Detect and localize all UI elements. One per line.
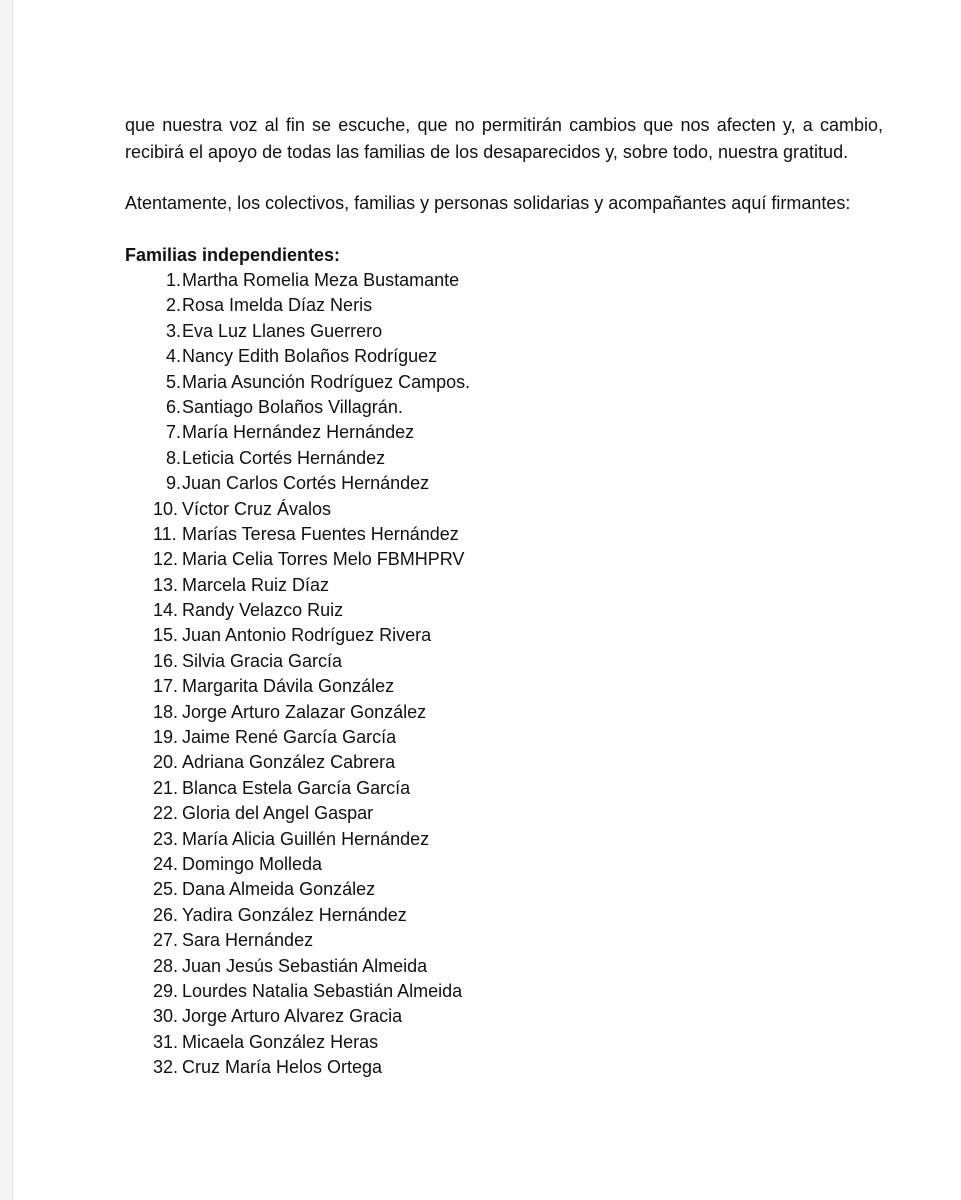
list-item-name: Víctor Cruz Ávalos [182,498,332,519]
list-item-name: Micaela González Heras [182,1031,379,1052]
list-item-name: Dana Almeida González [182,879,376,900]
list-item-number: 20. [153,752,179,773]
closing-paragraph: Atentamente, los colectivos, familias y personas solidarias y acompañantes aquí firmantes: [125,193,851,213]
list-item-number: 29. [153,980,179,1001]
list-item [125,1030,883,1055]
list-item [125,928,883,953]
list-item-number: 24. [153,853,179,874]
signatory-list [125,268,883,1081]
list-item [125,801,883,826]
list-item-number: 22. [153,803,179,824]
list-item-number: 28. [153,955,179,976]
section-heading: Familias independientes: [125,245,341,265]
list-item-name: Maria Celia Torres Melo FBMHPRV [182,549,465,570]
list-item-number: 13. [153,574,179,595]
list-item [125,725,883,750]
list-item-number: 14. [153,600,179,621]
list-item-number: 16. [153,650,179,671]
body-paragraph: que nuestra voz al fin se escuche, que no permitirán cambios que nos afecten y, a cambio, recibirá el apoyo de todas las familias de los desaparecidos y, sobre todo, nuestra gratitud. [125,115,883,162]
list-item-number: 25. [153,879,179,900]
list-item [125,268,883,293]
list-item-name: Adriana González Cabrera [182,752,396,773]
list-item-name: Sara Hernández [182,930,314,951]
list-item [125,420,883,445]
list-item [125,395,883,420]
list-item-name: Yadira González Hernández [182,904,407,925]
list-item [125,750,883,775]
list-item [125,1055,883,1080]
list-item [125,776,883,801]
list-item-name: Jaime René García García [182,727,397,748]
document-page [12,0,961,1200]
document-content [125,112,883,1081]
list-item-number: 23. [153,828,179,849]
list-item [125,598,883,623]
list-item [125,522,883,547]
list-item-name: Rosa Imelda Díaz Neris [182,295,373,316]
list-item-number: 4. [165,346,181,367]
list-item [125,497,883,522]
list-item-name: Juan Antonio Rodríguez Rivera [182,625,432,646]
list-item-number: 10. [153,498,179,519]
list-item-number: 26. [153,904,179,925]
list-item-number: 32. [153,1057,179,1078]
list-item-name: Leticia Cortés Hernández [182,447,386,468]
list-item [125,293,883,318]
list-item-name: Randy Velazco Ruiz [182,600,344,621]
list-item-name: Cruz María Helos Ortega [182,1057,383,1078]
list-item [125,370,883,395]
list-item-number: 27. [153,930,179,951]
list-item [125,344,883,369]
list-item-name: Juan Carlos Cortés Hernández [182,473,430,494]
list-item-number: 9. [165,473,181,494]
list-item-number: 21. [153,777,179,798]
list-item-name: Domingo Molleda [182,853,323,874]
list-item-number: 17. [153,676,179,697]
list-item-name: Martha Romelia Meza Bustamante [182,270,460,290]
list-item-name: Eva Luz Llanes Guerrero [182,320,383,341]
list-item-name: María Hernández Hernández [182,422,415,443]
list-item [125,877,883,902]
list-item [125,979,883,1004]
list-item-number: 3. [165,320,181,341]
list-item [125,674,883,699]
list-item [125,573,883,598]
list-item [125,623,883,648]
list-item-number: 7. [165,422,181,443]
list-item-number: 18. [153,701,179,722]
list-item-name: Blanca Estela García García [182,777,411,798]
list-item [125,649,883,674]
list-item-number: 8. [165,447,181,468]
list-item-name: Santiago Bolaños Villagrán. [182,396,403,417]
list-item-name: Jorge Arturo Zalazar González [182,701,427,722]
list-item-name: Marías Teresa Fuentes Hernández [182,523,459,544]
list-item [125,1004,883,1029]
list-item-number: 19. [153,727,179,748]
list-item-number: 1. [165,270,181,290]
list-item [125,319,883,344]
list-item [125,446,883,471]
list-item [125,954,883,979]
list-item-name: Gloria del Angel Gaspar [182,803,374,824]
list-item-name: Juan Jesús Sebastián Almeida [182,955,428,976]
list-item-name: Nancy Edith Bolaños Rodríguez [182,346,438,367]
list-item-name: Lourdes Natalia Sebastián Almeida [182,980,463,1001]
list-item-name: Silvia Gracia García [182,650,343,671]
list-item-name: María Alicia Guillén Hernández [182,828,430,849]
list-item [125,903,883,928]
list-item [125,471,883,496]
list-item-number: 11. [153,523,177,544]
list-item-number: 15. [153,625,179,646]
list-item [125,852,883,877]
list-item-number: 30. [153,1006,179,1027]
list-item-name: Marcela Ruiz Díaz [182,574,330,595]
list-item-number: 2. [165,295,181,316]
list-item-number: 12. [153,549,179,570]
list-item [125,827,883,852]
list-item-number: 6. [165,396,181,417]
list-item [125,700,883,725]
list-item-name: Maria Asunción Rodríguez Campos. [182,371,471,392]
list-item-name: Jorge Arturo Alvarez Gracia [182,1006,403,1027]
list-item [125,547,883,572]
list-item-number: 5. [165,371,181,392]
list-item-number: 31. [153,1031,179,1052]
list-item-name: Margarita Dávila González [182,676,395,697]
